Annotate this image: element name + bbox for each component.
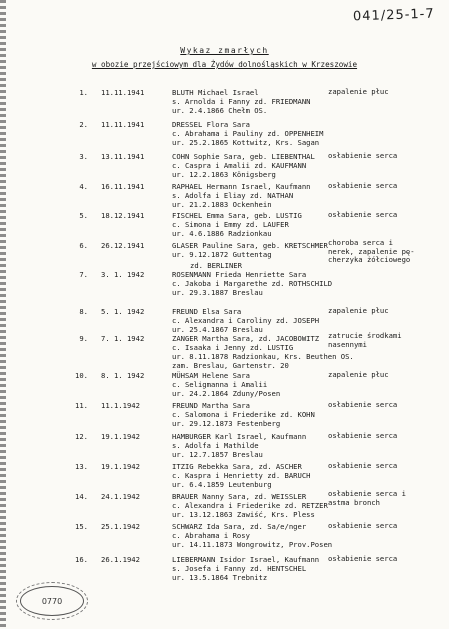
entry-detail-line: c. Abrahama i Pauliny zd. OPPENHEIM <box>172 129 324 138</box>
entry-number: 15. <box>75 522 88 531</box>
cause-line: zapalenie płuc <box>328 306 389 315</box>
entry-details <box>172 88 310 115</box>
entry-detail-line: c. Abrahama i Rosy <box>172 531 250 540</box>
entry-date: 19.1.1942 <box>101 462 140 471</box>
entry-details <box>172 241 328 259</box>
entry-date: 19.1.1942 <box>101 432 140 441</box>
entry-details <box>172 211 302 238</box>
entry-number: 7. <box>79 270 88 279</box>
archive-reference: 041/25-1-7 <box>353 6 436 25</box>
entry-cause-of-death <box>328 152 397 161</box>
entry-details <box>172 120 323 147</box>
entry-detail-line: ur. 29.12.1873 Festenberg <box>172 419 281 428</box>
entry-detail-line: RAPHAEL Hermann Israel, Kaufmann <box>172 182 311 191</box>
entry-cause-of-death <box>328 401 397 410</box>
entry-cause-of-death <box>328 432 397 441</box>
entry-detail-line: ur. 12.7.1857 Breslau <box>172 450 263 459</box>
cause-line: osłabienie serca <box>328 431 398 440</box>
cause-line: osłabienie serca <box>328 521 398 530</box>
entry-date: 16.11.1941 <box>101 182 145 191</box>
entry-details <box>172 522 332 549</box>
cause-line: osłabienie serca <box>328 151 398 160</box>
entry-details <box>172 182 310 209</box>
entry-number: 2. <box>79 120 88 129</box>
entry-detail-line: BLUTH Michael Israel <box>172 88 259 97</box>
cause-line: choroba serca i <box>328 238 393 247</box>
entry-detail-line: LIEBERMANN Isidor Israel, Kaufmann <box>172 555 320 564</box>
entry-detail-line: s. Adolfa i Eliay zd. NATHAN <box>172 191 294 200</box>
cause-line: osłabienie serca <box>328 461 398 470</box>
entry-cause-of-death <box>328 462 397 471</box>
entry-number: 9. <box>79 334 88 343</box>
entry-detail-line: ur. 25.4.1867 Breslau <box>172 325 263 334</box>
entry-date: 24.1.1942 <box>101 492 140 501</box>
entry-cause-of-death <box>328 307 389 316</box>
entry-details <box>172 307 319 334</box>
entry-detail-line: s. Arnolda i Fanny zd. FRIEDMANN <box>172 97 311 106</box>
entry-detail-line: BRAUER Nanny Sara, zd. WEISSLER <box>172 492 307 501</box>
entry-detail-line: MÜHSAM Helene Sara <box>172 371 250 380</box>
entry-detail-line: c. Simona i Emmy zd. LAUFER <box>172 220 289 229</box>
entry-number: 3. <box>79 152 88 161</box>
entry-date: 11.11.1941 <box>101 120 145 129</box>
document-title: Wykaz zmarłych <box>180 46 269 55</box>
entry-detail-line: c. Salomona i Friederike zd. KOHN <box>172 410 315 419</box>
entry-detail-line: ur. 13.5.1864 Trebnitz <box>172 573 268 582</box>
cause-line: cherzyka żółciowego <box>328 255 411 264</box>
entry-detail-line: ur. 2.4.1866 Chełm OS. <box>172 106 268 115</box>
entry-detail-line: ur. 9.12.1872 Guttentag <box>172 250 272 259</box>
entry-details <box>172 152 315 179</box>
entry-detail-line: ur. 13.12.1863 Zawiść, Krs. Pless <box>172 510 315 519</box>
entry-details <box>172 261 333 297</box>
entry-detail-line: SCHWARZ Ida Sara, zd. Sa/e/nger <box>172 522 307 531</box>
cause-line: zapalenie płuc <box>328 87 389 96</box>
entry-details <box>172 492 328 519</box>
entry-detail-line: s. Adolfa i Mathilde <box>172 441 259 450</box>
entry-number: 11. <box>75 401 88 410</box>
entry-detail-line: FREUND Elsa Sara <box>172 307 242 316</box>
entry-detail-line: c. Seligmanna i Amalii <box>172 380 268 389</box>
entry-date: 25.1.1942 <box>101 522 140 531</box>
entry-number: 5. <box>79 211 88 220</box>
cause-line: osłabienie serca <box>328 400 398 409</box>
cause-line: osłabienie serca <box>328 181 398 190</box>
entry-detail-line: c. Jakoba i Margarethe zd. ROTHSCHILD <box>172 279 333 288</box>
entry-details <box>172 334 354 370</box>
entry-detail-line: c. Alexandra i Friederike zd. RETZER <box>172 501 328 510</box>
entry-detail-line: c. Kaspra i Henrietty zd. BARUCH <box>172 471 311 480</box>
entry-detail-line: ur. 21.2.1883 Ockenhein <box>172 200 272 209</box>
archive-stamp: 0770 <box>20 586 84 616</box>
entry-detail-line: c. Alexandra i Caroliny zd. JOSEPH <box>172 316 320 325</box>
entry-details <box>172 432 306 459</box>
entry-cause-of-death <box>328 555 397 564</box>
entry-maiden-name-note: zd. BERLINER <box>190 261 242 270</box>
cause-line: nasennymi <box>328 339 367 349</box>
cause-line: osłabienie serca i <box>328 489 406 498</box>
entry-detail-line: ur. 6.4.1859 Leutenburg <box>172 480 272 489</box>
entry-number: 13. <box>75 462 88 471</box>
entry-cause-of-death <box>328 522 397 531</box>
entry-cause-of-death <box>328 88 389 97</box>
entry-detail-line: ur. 14.11.1873 Wongrowitz, Prov.Posen <box>172 540 333 549</box>
cause-line: osłabienie serca <box>328 210 398 219</box>
entry-number: 6. <box>79 241 88 250</box>
entry-details <box>172 462 310 489</box>
entry-detail-line: ZANGER Martha Sara, zd. JACOBOWITZ <box>172 334 320 343</box>
cause-line: osłabienie serca <box>328 554 398 563</box>
entry-date: 5. 1. 1942 <box>101 307 145 316</box>
entry-detail-line: FREUND Martha Sara <box>172 401 250 410</box>
entry-number: 1. <box>79 88 88 97</box>
entry-details <box>172 401 315 428</box>
entry-date: 7. 1. 1942 <box>101 334 145 343</box>
entry-details <box>172 371 280 398</box>
entry-date: 26.1.1942 <box>101 555 140 564</box>
entry-details <box>172 555 319 582</box>
entry-number: 16. <box>75 555 88 564</box>
entry-detail-line: DRESSEL Flora Sara <box>172 120 250 129</box>
entry-detail-line: ur. 4.6.1886 Radzionkau <box>172 229 272 238</box>
cause-line: astma bronch <box>328 497 380 507</box>
cause-line: nerek, zapalenie pę- <box>328 246 415 256</box>
entry-date: 11.11.1941 <box>101 88 145 97</box>
entry-detail-line: GLASER Pauline Sara, geb. KRETSCHMER <box>172 241 328 250</box>
entry-number: 12. <box>75 432 88 441</box>
entry-detail-line: FISCHEL Emma Sara, geb. LUSTIG <box>172 211 302 220</box>
entry-detail-line: ur. 29.3.1887 Breslau <box>172 288 263 297</box>
entry-date: 26.12.1941 <box>101 241 145 250</box>
entry-detail-line: ur. 12.2.1863 Königsberg <box>172 170 276 179</box>
entry-detail-line: HAMBURGER Karl Israel, Kaufmann <box>172 432 307 441</box>
entry-detail-line: ur. 25.2.1865 Kottwitz, Krs. Sagan <box>172 138 320 147</box>
entry-number: 8. <box>79 307 88 316</box>
entry-number: 14. <box>75 492 88 501</box>
entry-number: 10. <box>75 371 88 380</box>
entry-date: 3. 1. 1942 <box>101 270 145 279</box>
entry-cause-of-death <box>328 332 402 349</box>
entry-detail-line: c. Caspra i Amalii zd. KAUFMANN <box>172 161 307 170</box>
entry-detail-line: ur. 24.2.1864 Zduny/Posen <box>172 389 281 398</box>
entry-detail-line: ur. 8.11.1878 Radzionkau, Krs. Beuthen OS. <box>172 352 354 361</box>
entry-detail-line: ROSENMANN Frieda Henriette Sara <box>172 270 307 279</box>
entry-date: 18.12.1941 <box>101 211 145 220</box>
entry-detail-line: zam. Breslau, Gartenstr. 20 <box>172 361 289 370</box>
cause-line: zatrucie środkami <box>328 331 402 340</box>
cause-line: zapalenie płuc <box>328 370 389 379</box>
entry-date: 13.11.1941 <box>101 152 145 161</box>
entry-detail-line: ITZIG Rebekka Sara, zd. ASCHER <box>172 462 302 471</box>
entry-cause-of-death <box>328 211 397 220</box>
entry-detail-line: COHN Sophie Sara, geb. LIEBENTHAL <box>172 152 315 161</box>
entry-date: 11.1.1942 <box>101 401 140 410</box>
binder-edge <box>0 0 6 629</box>
entry-detail-line: s. Josefa i Fanny zd. HENTSCHEL <box>172 564 307 573</box>
entry-detail-line: c. Isaaka i Jenny zd. LUSTIG <box>172 343 294 352</box>
entry-date: 8. 1. 1942 <box>101 371 145 380</box>
entry-cause-of-death <box>328 490 406 507</box>
entry-cause-of-death <box>328 239 415 265</box>
entry-cause-of-death <box>328 182 397 191</box>
entry-cause-of-death <box>328 371 389 380</box>
entry-number: 4. <box>79 182 88 191</box>
document-subtitle: w obozie przejściowym dla Żydów dolnośląskich w Krzeszowie <box>91 60 358 69</box>
